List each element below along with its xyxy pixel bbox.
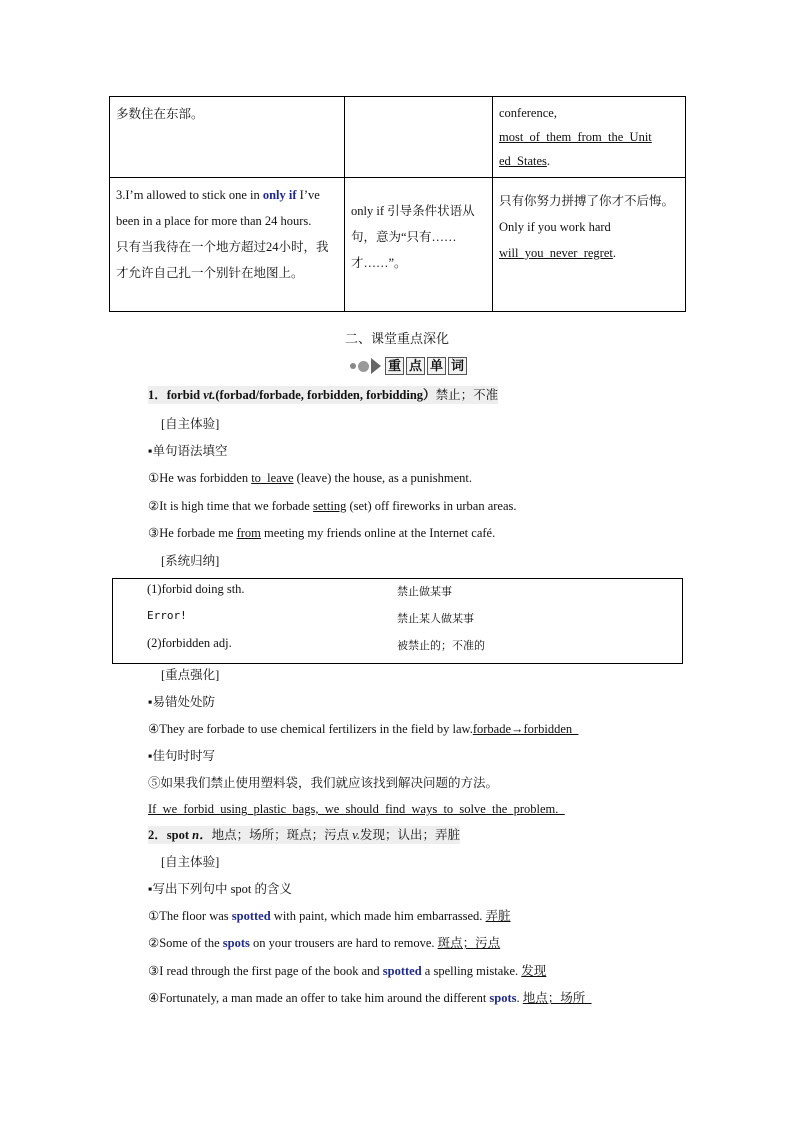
label: [重点强化] xyxy=(161,668,220,682)
cell-text: 只有当我待在一个地方超过24小时，我才允许自己扎一个别针在地图上。 xyxy=(116,240,329,280)
answer-text: If_we_forbid_using_plastic_bags,_we_should_find_ways_to_solve_the_problem._ xyxy=(148,802,565,816)
exercise-line xyxy=(148,989,592,1007)
exercise-line xyxy=(148,720,578,738)
summary-meaning: 被禁止的；不准的 xyxy=(397,639,485,652)
subheading: ▪写出下列句中 spot 的含义 xyxy=(148,882,293,896)
cell-text: 3.I’m allowed to stick one in xyxy=(116,188,263,202)
sentence-text: ②It is high time that we forbade xyxy=(148,499,313,513)
sentence-text: a spelling mistake. xyxy=(421,964,522,978)
meaning: 发现；认出；弄脏 xyxy=(359,828,460,842)
item-heading xyxy=(148,386,498,404)
answer-text: most_of_them_from_the_Unit xyxy=(499,130,652,144)
cell-text: only if 引导条件状语从句，意为“只有……才……”。 xyxy=(351,204,475,270)
table-cell xyxy=(493,178,686,312)
part-of-speech: v. xyxy=(349,828,360,842)
summary-item: Error! xyxy=(147,609,187,622)
item-heading xyxy=(148,826,460,844)
answer-text: 斑点；污点 xyxy=(437,936,501,950)
section-banner xyxy=(350,356,469,376)
sentence-text: (set) off fireworks in urban areas. xyxy=(346,499,517,513)
table-cell xyxy=(345,97,493,178)
cell-text: 多数住在东部。 xyxy=(116,107,204,121)
summary-item: (2)forbidden adj. xyxy=(147,636,232,650)
exercise-line xyxy=(148,962,546,980)
banner-char: 重 xyxy=(385,357,404,375)
sentence-text: ②Some of the xyxy=(148,936,223,950)
answer-text: from xyxy=(236,526,261,540)
summary-meaning: 禁止某人做某事 xyxy=(397,612,474,625)
meaning: 禁止；不准 xyxy=(435,388,499,402)
item-number: 1． xyxy=(148,388,167,402)
subheading: ▪易错处处防 xyxy=(148,695,215,709)
section-title: 二、课堂重点深化 xyxy=(344,331,449,346)
answer-text: will_you_never_regret xyxy=(499,246,613,260)
answer-text: setting xyxy=(312,499,347,513)
summary-meaning: 禁止做某事 xyxy=(397,585,452,598)
answer-text: 发现 xyxy=(521,964,547,978)
banner-char: 词 xyxy=(448,357,467,375)
exercise-line xyxy=(148,907,511,925)
part-of-speech: vt. xyxy=(203,388,216,402)
cell-text: . xyxy=(612,246,616,260)
exercise-line xyxy=(148,934,500,952)
sentence-text: ③He forbade me xyxy=(148,526,237,540)
table-cell xyxy=(110,178,345,312)
subheading-text: 易错处处防 xyxy=(152,695,215,709)
subheading: ▪佳句时时写 xyxy=(148,749,215,763)
label: [系统归纳] xyxy=(161,554,220,568)
dot-icon xyxy=(358,361,369,372)
table-row xyxy=(110,97,686,178)
part-of-speech: n． xyxy=(192,828,212,842)
cell-text: Only if you work hard xyxy=(499,220,611,234)
summary-box xyxy=(112,578,683,664)
answer-text: ed_States xyxy=(499,154,547,168)
sentence-text: (leave) the house, as a punishment. xyxy=(293,471,472,485)
table-row xyxy=(110,178,686,312)
subheading-text: 写出下列句中 spot 的含义 xyxy=(152,882,293,896)
sentence-text: ③I read through the first page of the book and xyxy=(148,964,383,978)
sentence-text: ①The floor was xyxy=(148,909,232,923)
sentence-text: on your trousers are hard to remove. xyxy=(249,936,438,950)
keyword: spots xyxy=(222,936,250,950)
exercise-line xyxy=(148,469,472,487)
banner-char: 单 xyxy=(427,357,446,375)
table-cell xyxy=(493,97,686,178)
label: [自主体验] xyxy=(161,855,220,869)
answer-text: to_leave xyxy=(251,471,294,485)
sentence-text: ④Fortunately, a man made an offer to take him around the different xyxy=(148,991,490,1005)
item-number: 2． xyxy=(148,828,167,842)
sentence-text: with paint, which made him embarrassed. xyxy=(270,909,486,923)
sentence-text: . xyxy=(516,991,523,1005)
headword: forbid xyxy=(166,388,204,402)
cell-text: I’ve been in a place for more than 24 hours. xyxy=(116,188,320,228)
sentence-text: ④They are forbade to use chemical fertilizers in the field by law. xyxy=(148,722,473,736)
subheading: ▪单句语法填空 xyxy=(148,444,228,458)
keyword: only if xyxy=(262,188,297,202)
word-forms: (forbad/forbade, forbidden, forbidding） xyxy=(215,388,436,402)
keyword: spotted xyxy=(231,909,271,923)
answer-text: 地点；场所_ xyxy=(522,991,592,1005)
dot-icon xyxy=(350,363,356,369)
cell-text: . xyxy=(546,154,551,168)
label: [自主体验] xyxy=(161,417,220,431)
cell-text: conference, xyxy=(499,106,557,120)
sentence-text: meeting my friends online at the Internet café. xyxy=(260,526,496,540)
arrow-right-icon xyxy=(371,358,381,374)
table-cell xyxy=(345,178,493,312)
meaning: 地点；场所；斑点；污点 xyxy=(211,828,350,842)
example-table xyxy=(109,96,686,312)
subheading-text: 佳句时时写 xyxy=(152,749,215,763)
summary-item: (1)forbid doing sth. xyxy=(147,582,245,596)
answer-text: forbade→forbidden_ xyxy=(472,722,579,736)
headword: spot xyxy=(166,828,193,842)
sentence-text: ①He was forbidden xyxy=(148,471,252,485)
exercise-line xyxy=(148,524,495,542)
exercise-line: ⑤如果我们禁止使用塑料袋，我们就应该找到解决问题的方法。 xyxy=(148,776,499,790)
exercise-line xyxy=(148,497,517,515)
table-cell xyxy=(110,97,345,178)
cell-text: 只有你努力拼搏了你才不后悔。 xyxy=(499,194,675,208)
keyword: spotted xyxy=(382,964,422,978)
keyword: spots xyxy=(489,991,517,1005)
banner-char: 点 xyxy=(406,357,425,375)
subheading-text: 单句语法填空 xyxy=(152,444,228,458)
answer-text: 弄脏 xyxy=(485,909,511,923)
